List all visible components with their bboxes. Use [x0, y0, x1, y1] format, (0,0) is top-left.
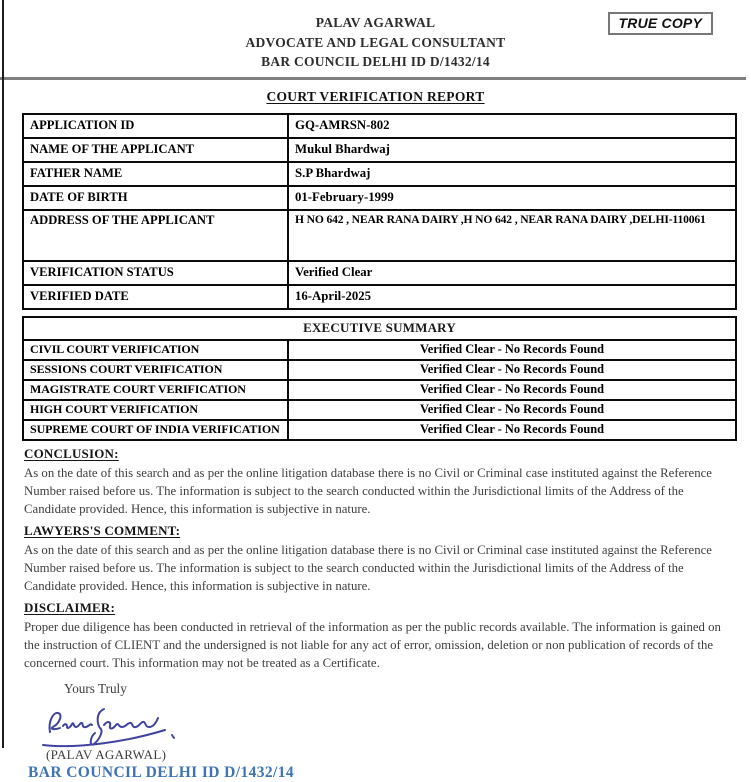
row-value: Verified Clear - No Records Found [288, 420, 736, 440]
section-conclusion [24, 446, 731, 518]
row-label: HIGH COURT VERIFICATION [23, 400, 288, 420]
row-label: APPLICATION ID [23, 114, 288, 138]
row-label: FATHER NAME [23, 162, 288, 186]
row-value: 16-April-2025 [288, 285, 736, 309]
letterhead-name: PALAV AGARWAL [315, 15, 436, 30]
table-row [23, 420, 736, 440]
summary-title: EXECUTIVE SUMMARY [23, 317, 736, 340]
signature-block [34, 699, 751, 745]
row-value: H NO 642 , NEAR RANA DAIRY ,H NO 642 , NEAR RANA DAIRY ,DELHI-110061 [288, 210, 736, 261]
executive-summary-table [22, 316, 737, 441]
section-disclaimer [24, 600, 731, 672]
true-copy-stamp [608, 12, 713, 35]
section-body: As on the date of this search and as per the online litigation database there is no Civil or Criminal case instituted against the Reference Number raised before us. The information is subject to the search conducted within the Jurisdictional limits of the Address of the Candidate provided. Hence, this information is subjective in nature. [24, 465, 712, 516]
row-value: Verified Clear - No Records Found [288, 380, 736, 400]
letterhead-bar-council: BAR COUNCIL DELHI ID D/1432/14 [261, 54, 490, 69]
row-value: Verified Clear - No Records Found [288, 400, 736, 420]
true-copy-label: TRUE COPY [618, 15, 702, 31]
table-row [23, 162, 736, 186]
row-value: GQ-AMRSN-802 [288, 114, 736, 138]
row-label: SUPREME COURT OF INDIA VERIFICATION [23, 420, 288, 440]
table-row [23, 138, 736, 162]
row-label: VERIFIED DATE [23, 285, 288, 309]
row-label: MAGISTRATE COURT VERIFICATION [23, 380, 288, 400]
report-title: COURT VERIFICATION REPORT [266, 88, 485, 104]
row-label: NAME OF THE APPLICANT [23, 138, 288, 162]
row-value: 01-February-1999 [288, 186, 736, 210]
table-row [23, 360, 736, 380]
row-value: S.P Bhardwaj [288, 162, 736, 186]
section-body: Proper due diligence has been conducted in retrieval of the information as per the public records available. The information is gained on the instruction of CLIENT and the undersigned is not liable for any act of error, omission, deletion or non publication of records of the concerned court. This information may not be treated as a Certificate. [24, 619, 721, 670]
table-row [23, 285, 736, 309]
signature-icon [34, 699, 194, 751]
row-value: Mukul Bhardwaj [288, 138, 736, 162]
letterhead-role: ADVOCATE AND LEGAL CONSULTANT [245, 34, 506, 50]
section-heading: CONCLUSION: [24, 445, 119, 461]
letterhead [0, 0, 751, 72]
row-label: VERIFICATION STATUS [23, 261, 288, 285]
header-divider [0, 77, 746, 80]
table-row [23, 210, 736, 261]
signed-name: (PALAV AGARWAL) [46, 746, 167, 762]
row-label: ADDRESS OF THE APPLICANT [23, 210, 288, 261]
table-row [23, 114, 736, 138]
summary-title-row [23, 317, 736, 340]
table-row [23, 340, 736, 360]
table-row [23, 400, 736, 420]
table-row [23, 186, 736, 210]
section-lawyers-comment [24, 523, 731, 595]
section-heading: LAWYERS'S COMMENT: [24, 522, 181, 538]
row-value: Verified Clear - No Records Found [288, 360, 736, 380]
section-heading: DISCLAIMER: [24, 599, 116, 615]
section-body: As on the date of this search and as per the online litigation database there is no Civil or Criminal case instituted against the Reference Number raised before us. The information is subject to the search conducted within the Jurisdictional limits of the Address of the Candidate provided. Hence, this information is subjective in nature. [24, 542, 712, 593]
table-row [23, 380, 736, 400]
row-label: DATE OF BIRTH [23, 186, 288, 210]
details-table [22, 113, 737, 310]
row-label: CIVIL COURT VERIFICATION [23, 340, 288, 360]
salutation: Yours Truly [64, 680, 127, 696]
page-left-border [2, 0, 4, 748]
bar-council-id: BAR COUNCIL DELHI ID D/1432/14 [28, 763, 295, 781]
row-value: Verified Clear - No Records Found [288, 340, 736, 360]
table-row [23, 261, 736, 285]
row-value: Verified Clear [288, 261, 736, 285]
row-label: SESSIONS COURT VERIFICATION [23, 360, 288, 380]
